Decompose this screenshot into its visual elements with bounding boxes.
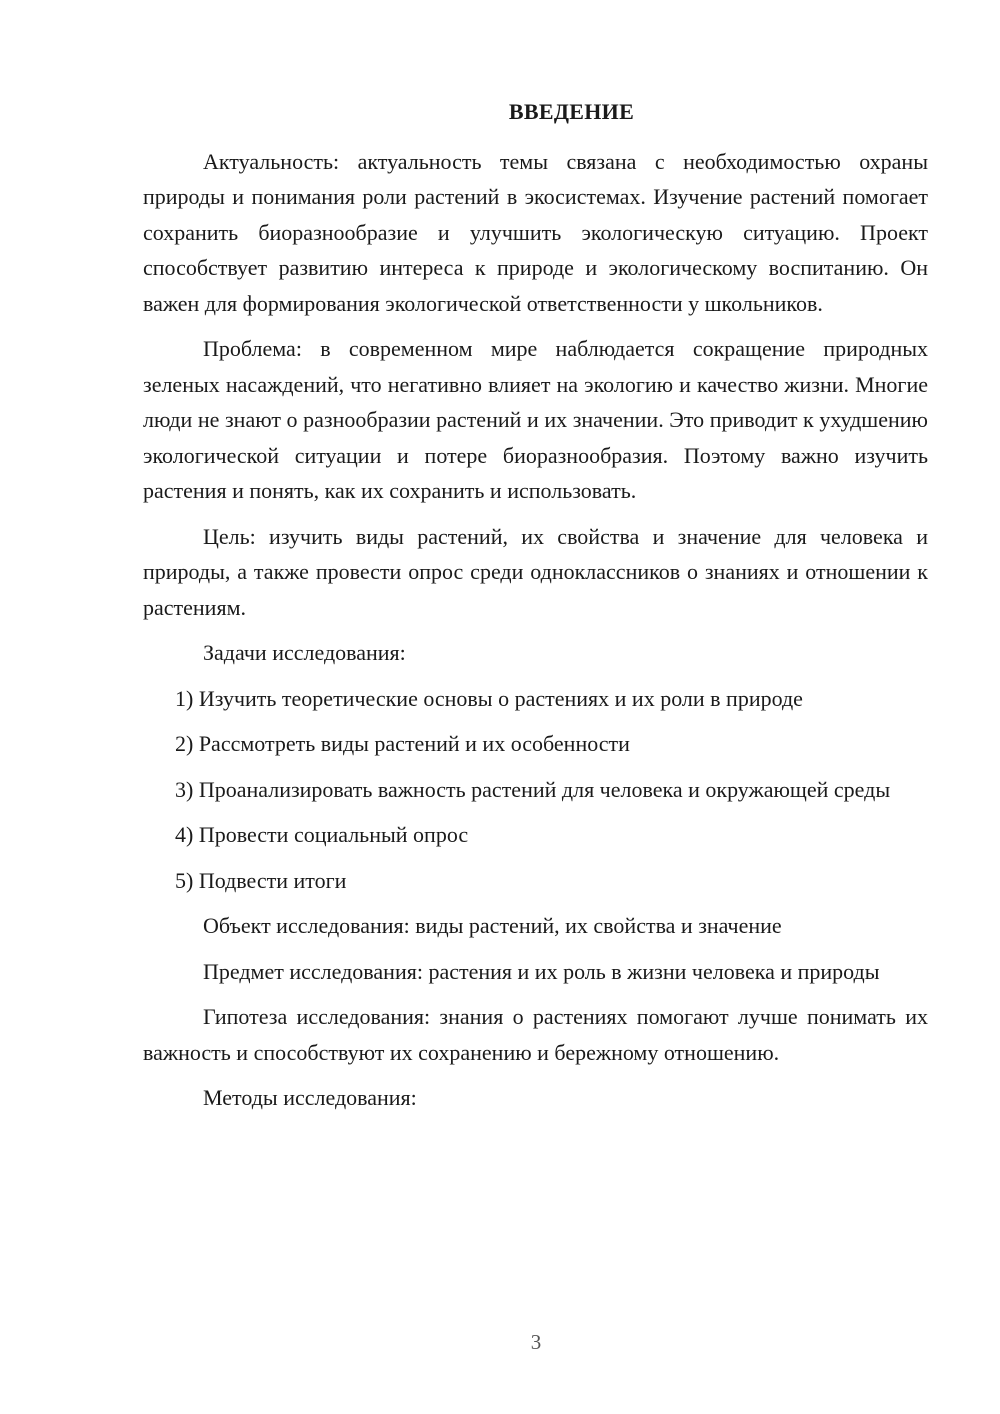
subject-paragraph: Предмет исследования: растения и их роль в жизни человека и природы bbox=[203, 958, 880, 984]
page-title: ВВЕДЕНИЕ bbox=[508, 99, 635, 124]
problem-paragraph: Проблема: в современном мире наблюдается сокращение природных зеленых насаждений, что негативно влияет на экологию и качество жизни. Многие люди не знают о разнообразии растений и их значении. Это приводит к ухудшению экологической ситуации и потере биоразнообразия. Поэтому важно изучить растения и понять, как их сохранить и использовать. bbox=[143, 336, 928, 503]
object-paragraph: Объект исследования: виды растений, их свойства и значение bbox=[203, 913, 782, 938]
document-page bbox=[143, 94, 928, 1126]
list-item: 5) Подвести итоги bbox=[175, 867, 347, 893]
tasks-list bbox=[143, 681, 928, 899]
list-item: 1) Изучить теоретические основы о растениях и их роли в природе bbox=[175, 685, 803, 711]
hypothesis-paragraph: Гипотеза исследования: знания о растениях помогают лучше понимать их важность и способствуют их сохранению и бережному отношению. bbox=[143, 1004, 928, 1065]
relevance-paragraph: Актуальность: актуальность темы связана с необходимостью охраны природы и понимания роли растений в экосистемах. Изучение растений помогает сохранить биоразнообразие и улучшить экологическую ситуацию. Проект способствует развитию интереса к природе и экологическому воспитанию. Он важен для формирования экологической ответственности у школьников. bbox=[143, 148, 928, 316]
list-item: 2) Рассмотреть виды растений и их особенности bbox=[175, 731, 630, 756]
list-item: 4) Провести социальный опрос bbox=[175, 822, 469, 847]
page-number: 3 bbox=[530, 1330, 542, 1354]
tasks-title: Задачи исследования: bbox=[203, 640, 406, 665]
list-item: 3) Проанализировать важность растений для человека и окружающей среды bbox=[175, 776, 891, 802]
methods-title: Методы исследования: bbox=[203, 1085, 417, 1110]
goal-paragraph: Цель: изучить виды растений, их свойства и значение для человека и природы, а также провести опрос среди одноклассников о знаниях и отношении к растениям. bbox=[143, 523, 928, 620]
